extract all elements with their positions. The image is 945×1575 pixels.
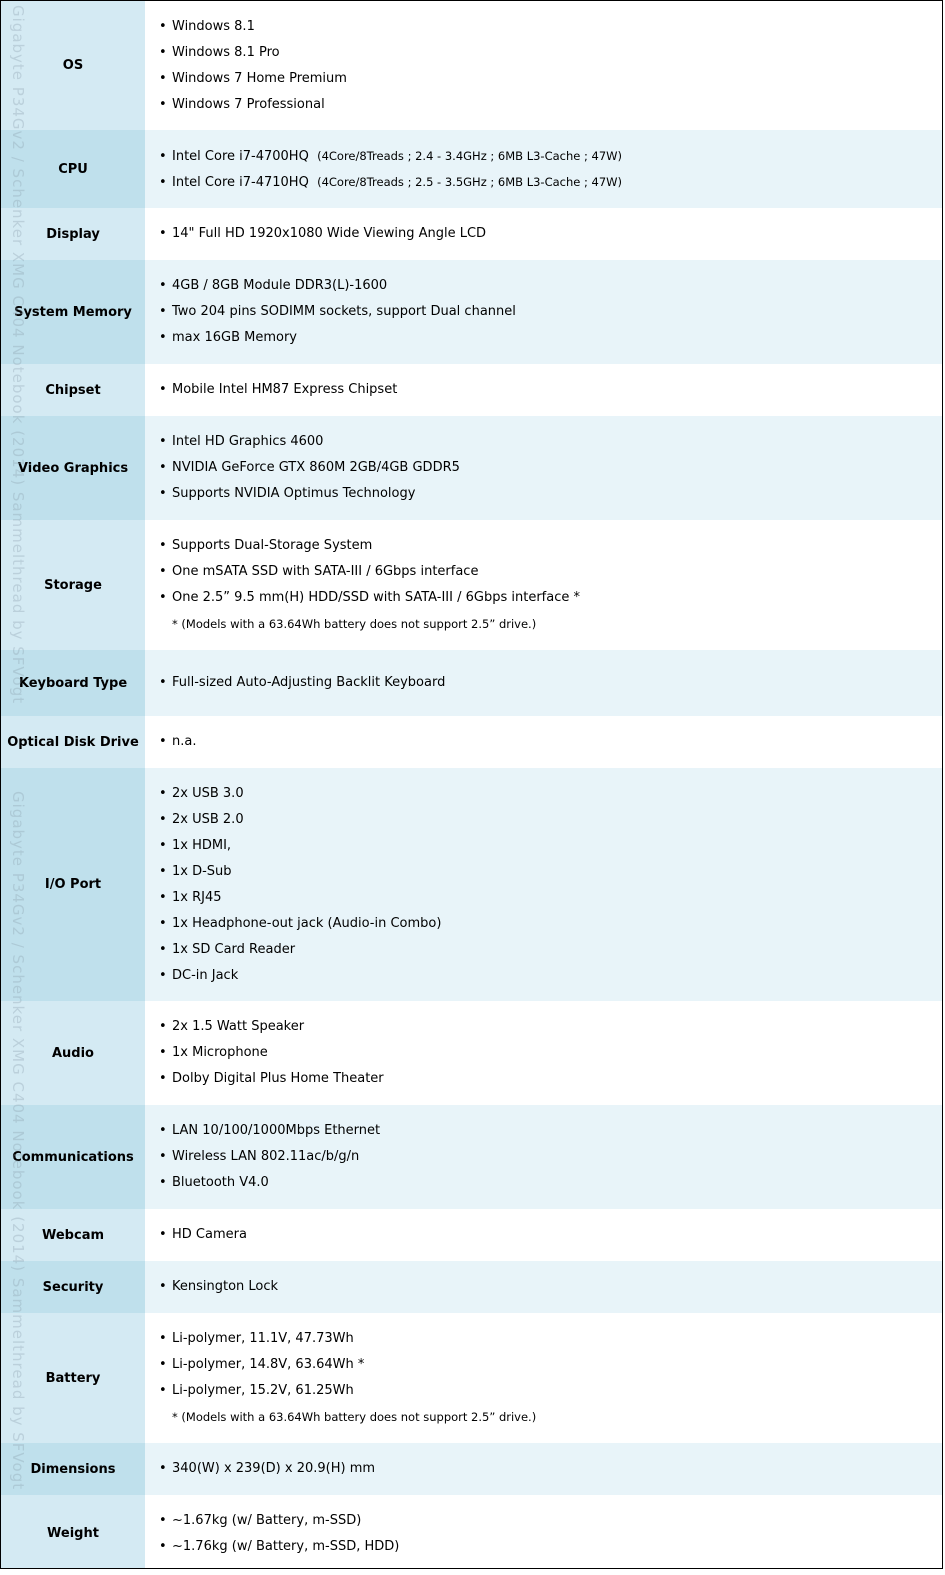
spec-label: CPU (1, 130, 145, 208)
spec-item: • Windows 7 Professional (159, 96, 325, 112)
spec-label: Storage (1, 520, 145, 650)
spec-item: • ~1.76kg (w/ Battery, m-SSD, HDD) (159, 1538, 400, 1554)
spec-item: • Kensington Lock (159, 1279, 279, 1294)
spec-item: • LAN 10/100/1000Mbps Ethernet (159, 1123, 381, 1138)
spec-item: • 1x HDMI, (159, 837, 232, 853)
spec-footnote: * (Models with a 63.64Wh battery does not support 2.5” drive.) (172, 617, 537, 631)
spec-label: Video Graphics (1, 416, 145, 520)
spec-item: • One mSATA SSD with SATA-III / 6Gbps interface (159, 564, 479, 579)
spec-row-keyboard-type (1, 650, 942, 716)
spec-item: • Supports Dual-Storage System (159, 538, 373, 553)
spec-row-chipset (1, 364, 942, 416)
spec-item: • Windows 8.1 Pro (159, 44, 280, 60)
spec-row-webcam (1, 1209, 942, 1261)
spec-footnote: * (Models with a 63.64Wh battery does not support 2.5” drive.) (172, 1410, 537, 1424)
spec-label: I/O Port (1, 768, 145, 1001)
spec-item: • Two 204 pins SODIMM sockets, support Dual channel (159, 304, 516, 319)
spec-label: OS (1, 1, 145, 130)
spec-item: • Full-sized Auto-Adjusting Backlit Keyboard (159, 675, 446, 690)
spec-row-security (1, 1261, 942, 1313)
watermark-text: Gigabyte P34Gv2 / Schenker XMG C404 Notebook (2014) Sammelthread by SFVogt (9, 5, 27, 705)
spec-row-audio (1, 1001, 942, 1105)
spec-label: Dimensions (1, 1443, 145, 1495)
spec-item: • n.a. (159, 734, 197, 749)
spec-label: Webcam (1, 1209, 145, 1261)
spec-item: • 1x Headphone-out jack (Audio-in Combo) (159, 915, 442, 931)
spec-row-battery (1, 1313, 942, 1443)
spec-item: • 1x RJ45 (159, 889, 222, 905)
spec-item: • Intel Core i7-4710HQ (4Core/8Treads ; 2.5 - 3.5GHz ; 6MB L3-Cache ; 47W) (159, 175, 623, 190)
spec-item: • Mobile Intel HM87 Express Chipset (159, 382, 398, 397)
spec-item: • Windows 7 Home Premium (159, 70, 347, 86)
spec-item: • Li-polymer, 15.2V, 61.25Wh (159, 1383, 354, 1398)
spec-item: • 1x Microphone (159, 1045, 268, 1060)
spec-item: • 1x D-Sub (159, 863, 232, 879)
spec-row-display (1, 208, 942, 260)
spec-item: • Wireless LAN 802.11ac/b/g/n (159, 1149, 360, 1164)
spec-row-video-graphics (1, 416, 942, 520)
spec-item: • 2x USB 3.0 (159, 785, 244, 801)
spec-label: Battery (1, 1313, 145, 1443)
spec-item: • One 2.5” 9.5 mm(H) HDD/SSD with SATA-III / 6Gbps interface * (159, 590, 580, 605)
spec-item: • Li-polymer, 11.1V, 47.73Wh (159, 1331, 354, 1346)
spec-item: • HD Camera (159, 1227, 247, 1242)
spec-item: • NVIDIA GeForce GTX 860M 2GB/4GB GDDR5 (159, 460, 460, 475)
spec-row-storage (1, 520, 942, 650)
spec-row-cpu (1, 130, 942, 208)
spec-label: Optical Disk Drive (1, 716, 145, 768)
spec-item: • 2x 1.5 Watt Speaker (159, 1019, 305, 1034)
spec-item: • 1x SD Card Reader (159, 941, 296, 957)
spec-label: Chipset (1, 364, 145, 416)
spec-row-os (1, 1, 942, 130)
spec-item: • 2x USB 2.0 (159, 811, 244, 827)
spec-label: Keyboard Type (1, 650, 145, 716)
spec-item: • Dolby Digital Plus Home Theater (159, 1071, 384, 1086)
spec-item: • Supports NVIDIA Optimus Technology (159, 486, 416, 501)
spec-label: Weight (1, 1495, 145, 1569)
spec-item: • Li-polymer, 14.8V, 63.64Wh * (159, 1357, 365, 1372)
spec-item: • 4GB / 8GB Module DDR3(L)-1600 (159, 278, 388, 293)
spec-item: • DC-in Jack (159, 967, 239, 983)
spec-item: • 340(W) x 239(D) x 20.9(H) mm (159, 1461, 376, 1476)
spec-item: • Intel HD Graphics 4600 (159, 434, 324, 449)
spec-label: Audio (1, 1001, 145, 1105)
spec-item: • 14" Full HD 1920x1080 Wide Viewing Angle LCD (159, 226, 487, 241)
spec-item: • ~1.67kg (w/ Battery, m-SSD) (159, 1512, 362, 1528)
spec-item: • max 16GB Memory (159, 330, 297, 345)
spec-label: Security (1, 1261, 145, 1313)
spec-row-weight (1, 1495, 942, 1569)
spec-row-system-memory (1, 260, 942, 364)
spec-row-optical-disk-drive (1, 716, 942, 768)
spec-row-communications (1, 1105, 942, 1209)
spec-item: • Windows 8.1 (159, 18, 255, 34)
spec-label: Display (1, 208, 145, 260)
spec-label: System Memory (1, 260, 145, 364)
spec-label: Communications (1, 1105, 145, 1209)
spec-row-io-port (1, 768, 942, 1001)
spec-row-dimensions (1, 1443, 942, 1495)
spec-item: • Bluetooth V4.0 (159, 1175, 269, 1190)
spec-item: • Intel Core i7-4700HQ (4Core/8Treads ; 2.4 - 3.4GHz ; 6MB L3-Cache ; 47W) (159, 149, 623, 164)
watermark-text-repeat: Gigabyte P34Gv2 / Schenker XMG C404 Notebook (2014) Sammelthread by SFVogt (9, 791, 27, 1491)
